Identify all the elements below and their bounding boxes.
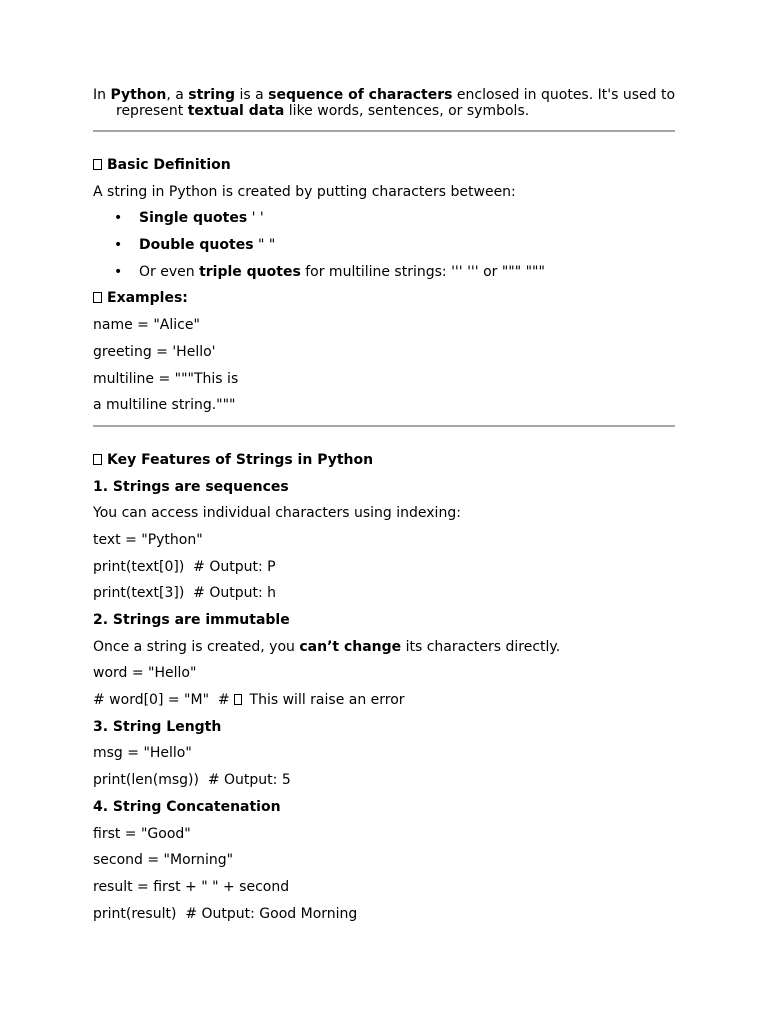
code-text: This will raise an error	[245, 692, 405, 709]
intro-bold: string	[188, 87, 235, 103]
code-line	[93, 687, 675, 714]
bullet-list	[93, 205, 675, 285]
pin-icon	[93, 292, 102, 303]
paragraph: A string in Python is created by putting characters between:	[93, 183, 516, 200]
code-line: print(len(msg)) # Output: 5	[93, 772, 291, 789]
intro-text: is a	[235, 87, 269, 103]
sparkle-icon	[93, 159, 102, 170]
feature-title: 3. String Length	[93, 718, 222, 735]
code-line: multiline = """This is	[93, 370, 239, 387]
code-line: print(text[3]) # Output: h	[93, 585, 277, 602]
code-line: print(result) # Output: Good Morning	[93, 905, 358, 922]
section-heading	[93, 285, 675, 312]
intro-paragraph	[93, 87, 675, 119]
list-item	[93, 205, 675, 232]
section-heading-text: Basic Definition	[107, 157, 231, 173]
code-line: result = first + " " + second	[93, 878, 290, 895]
intro-bold: textual data	[187, 103, 285, 119]
code-line: text = "Python"	[93, 531, 203, 548]
list-item-text: ' '	[247, 210, 264, 227]
basic-definition-section	[93, 152, 675, 419]
section-heading	[93, 447, 675, 474]
intro-text: like words, sentences, or symbols.	[284, 103, 530, 119]
section-heading	[93, 152, 675, 179]
code-line: first = "Good"	[93, 825, 191, 842]
paragraph	[93, 634, 675, 661]
list-item-text: for multiline strings: ''' ''' or """ """	[300, 263, 545, 280]
code-line: second = "Morning"	[93, 852, 234, 869]
section-heading-text: Key Features of Strings in Python	[107, 451, 374, 468]
code-line: msg = "Hello"	[93, 745, 192, 762]
intro-bold: Python	[110, 87, 167, 103]
code-text: # word[0] = "M" #	[93, 692, 235, 709]
feature-title: 2. Strings are immutable	[93, 612, 290, 628]
cross-icon	[234, 694, 242, 705]
code-line: word = "Hello"	[93, 665, 197, 682]
list-item-text: Or even	[139, 263, 200, 280]
code-line: name = "Alice"	[93, 317, 200, 334]
divider	[93, 425, 675, 427]
key-icon	[93, 454, 102, 465]
paragraph-text: Once a string is created, you	[93, 638, 300, 655]
feature-title: 4. String Concatenation	[93, 798, 281, 815]
paragraph: You can access individual characters using indexing:	[93, 505, 461, 522]
paragraph-text: its characters directly.	[401, 638, 561, 655]
code-line: greeting = 'Hello'	[93, 343, 216, 360]
bullet-icon: •	[114, 210, 123, 227]
list-item-text: " "	[253, 237, 276, 254]
document-page	[93, 87, 675, 927]
intro-text: enclosed in quotes. It's used to represent	[116, 87, 676, 119]
list-item	[93, 232, 675, 259]
paragraph-bold: can’t change	[299, 638, 402, 655]
intro-text: In	[93, 87, 111, 103]
bullet-icon: •	[114, 237, 123, 254]
code-line: a multiline string."""	[93, 397, 236, 414]
feature-title: 1. Strings are sequences	[93, 478, 289, 495]
key-features-section	[93, 447, 675, 927]
divider	[93, 130, 675, 132]
list-item-bold: triple quotes	[199, 263, 301, 280]
bullet-icon: •	[114, 263, 123, 280]
code-line: print(text[0]) # Output: P	[93, 558, 276, 575]
section-heading-text: Examples:	[107, 290, 188, 307]
intro-text: , a	[166, 87, 189, 103]
intro-bold: sequence of characters	[268, 87, 453, 103]
list-item-bold: Single quotes	[139, 210, 248, 227]
list-item-bold: Double quotes	[139, 237, 254, 254]
list-item	[93, 259, 675, 286]
